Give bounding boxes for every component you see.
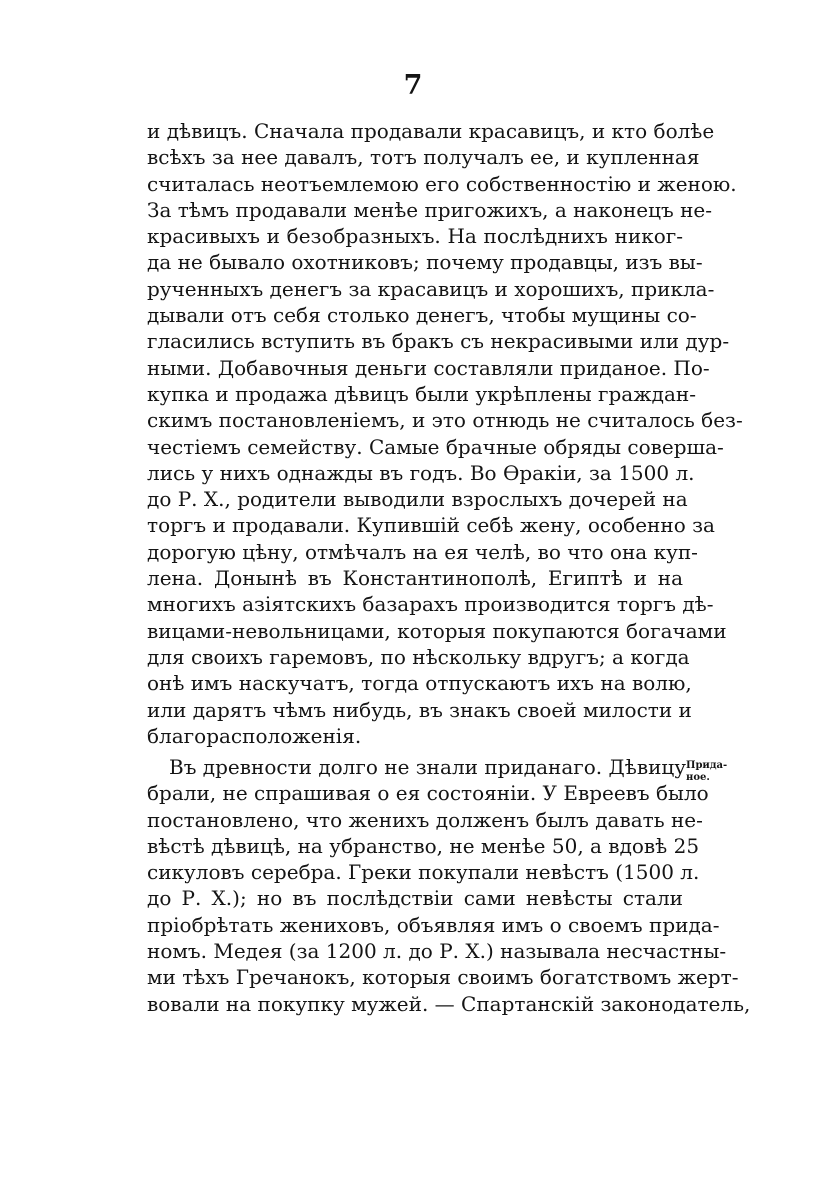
text-line: скимъ постановленіемъ, и это отнюдь не считалось без-	[147, 408, 743, 433]
text-line: За тѣмъ продавали менѣе пригожихъ, а наконецъ не-	[147, 197, 713, 222]
text-line: для своихъ гаремовъ, по нѣскольку вдругъ; а когда	[147, 644, 690, 669]
text-line: дорогую цѣну, отмѣчалъ на ея челѣ, во что она куп-	[147, 539, 698, 564]
text-line: брали, не спрашивая о ея состояніи. У Евреевъ было	[147, 781, 709, 806]
margin-note-line: ное.	[686, 772, 710, 783]
text-line: купка и продажа дѣвицъ были укрѣплены граждан-	[147, 381, 696, 406]
text-line: Въ древности долго не знали приданаго. Дѣвицу	[169, 755, 687, 779]
text-line: пріобрѣтать жениховъ, объявляя имъ о своемъ прида-	[147, 912, 720, 937]
text-line: номъ. Медея (за 1200 л. до Р. Х.) называла несчастны-	[147, 939, 727, 964]
text-line: дывали отъ себя столько денегъ, чтобы мущины со-	[147, 303, 697, 328]
text-line: сикуловъ серебра. Греки покупали невѣстъ (1500 л.	[147, 860, 700, 885]
text-line: рученныхъ денегъ за красавицъ и хорошихъ, прикла-	[147, 276, 715, 301]
text-line: вѣстѣ дѣвицѣ, на убранство, не менѣе 50, а вдовѣ 25	[147, 833, 700, 858]
text-line: торгъ и продавали. Купившій себѣ жену, особенно за	[147, 513, 715, 538]
text-line: или дарятъ чѣмъ нибудь, въ знакъ своей милости и	[147, 697, 692, 722]
text-line: ми тѣхъ Гречанокъ, которыя своимъ богатствомъ жерт-	[147, 965, 739, 990]
text-line: всѣхъ за нее давалъ, тотъ получалъ ее, и купленная	[147, 145, 700, 170]
text-line: многихъ азіятскихъ базарахъ производится торгъ дѣ-	[147, 592, 714, 617]
text-line: вицами-невольницами, которыя покупаются богачами	[147, 618, 727, 643]
text-line: вовали на покупку мужей. — Спартанскій законодатель,	[147, 991, 751, 1016]
text-line: да не бывало охотниковъ; почему продавцы, изъ вы-	[147, 250, 703, 275]
text-line: честіемъ семейству. Самые брачные обряды соверша-	[147, 434, 724, 459]
page-number: 7	[403, 70, 423, 101]
text-line: онѣ имъ наскучатъ, тогда отпускаютъ ихъ на волю,	[147, 671, 692, 696]
text-line: лись у нихъ однажды въ годъ. Во Ѳракіи, за 1500 л.	[147, 460, 695, 485]
text-line: красивыхъ и безобразныхъ. На послѣднихъ никог-	[147, 224, 683, 249]
text-line: гласились вступить въ бракъ съ некрасивыми или дур-	[147, 329, 730, 354]
text-line: постановлено, что женихъ долженъ былъ давать не-	[147, 807, 703, 832]
text-line: благорасположенія.	[147, 723, 362, 748]
text-line: лена. Донынѣ въ Константинополѣ, Египтѣ и на	[147, 566, 683, 591]
paragraph-1	[147, 118, 743, 749]
text-line: до Р. Х., родители выводили взрослыхъ дочерей на	[147, 487, 688, 512]
text-line: до Р. Х.); но въ послѣдствіи сами невѣсты стали	[147, 886, 683, 911]
margin-note-line: Прида-	[686, 760, 728, 771]
text-line: ными. Добавочныя деньги составляли приданое. По-	[147, 355, 710, 380]
text-line: и дѣвицъ. Сначала продавали красавицъ, и кто болѣе	[147, 119, 715, 143]
text-line: считалась неотъемлемою его собственностію и женою.	[147, 171, 737, 196]
